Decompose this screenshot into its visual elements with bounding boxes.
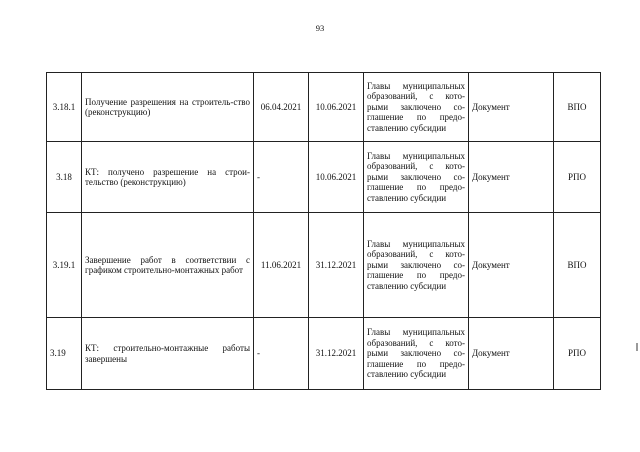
row-number: 3.19.1 [47, 213, 82, 318]
end-date: 10.06.2021 [309, 142, 364, 213]
responsible-line: глашение по предо- [367, 270, 465, 281]
responsible-line: глашение по предо- [367, 182, 465, 193]
start-date: - [254, 318, 309, 390]
responsible-line: рыми заключено со- [367, 171, 465, 182]
document-type: Документ [469, 213, 554, 318]
page-number: 93 [315, 23, 325, 33]
control-level: ВПО [554, 73, 601, 142]
row-title: КТ: строительно-монтажные работы завершены [82, 318, 254, 390]
start-date: - [254, 142, 309, 213]
control-level: РПО [554, 142, 601, 213]
row-number: 3.18 [47, 142, 82, 213]
table-row [47, 213, 601, 318]
row-title: Получение разрешения на строитель-ство (реконструкцию) [82, 73, 254, 142]
responsible-cell [364, 213, 469, 318]
responsible-line: глашение по предо- [367, 358, 465, 369]
responsible-line: образований, с кото- [367, 249, 465, 260]
end-date: 31.12.2021 [309, 318, 364, 390]
responsible-line: ставлению субсидии [367, 192, 447, 203]
end-date: 10.06.2021 [309, 73, 364, 142]
control-level: РПО [554, 318, 601, 390]
responsible-line: ставлению субсидии [367, 122, 447, 133]
responsible-line: глашение по предо- [367, 112, 465, 123]
responsible-line: Главы муниципальных [367, 238, 465, 249]
table-row [47, 142, 601, 213]
plan-table [46, 72, 601, 390]
row-title: КТ: получено разрешение на строи-тельство (реконструкцию) [82, 142, 254, 213]
responsible-line: образований, с кото- [367, 91, 465, 102]
row-number: 3.18.1 [47, 73, 82, 142]
responsible-line: Главы муниципальных [367, 327, 465, 338]
responsible-cell [364, 73, 469, 142]
scan-mark [636, 343, 638, 351]
responsible-line: Главы муниципальных [367, 80, 465, 91]
responsible-cell [364, 142, 469, 213]
responsible-line: ставлению субсидии [367, 369, 447, 380]
control-level: ВПО [554, 213, 601, 318]
document-type: Документ [469, 318, 554, 390]
responsible-cell [364, 318, 469, 390]
responsible-line: ставлению субсидии [367, 280, 447, 291]
responsible-line: рыми заключено со- [367, 259, 465, 270]
start-date: 06.04.2021 [254, 73, 309, 142]
row-number: 3.19 [47, 318, 82, 390]
responsible-line: образований, с кото- [367, 161, 465, 172]
end-date: 31.12.2021 [309, 213, 364, 318]
responsible-line: рыми заключено со- [367, 348, 465, 359]
table-row [47, 73, 601, 142]
table-row [47, 318, 601, 390]
start-date: 11.06.2021 [254, 213, 309, 318]
document-type: Документ [469, 73, 554, 142]
responsible-line: образований, с кото- [367, 337, 465, 348]
responsible-line: Главы муниципальных [367, 150, 465, 161]
document-type: Документ [469, 142, 554, 213]
responsible-line: рыми заключено со- [367, 101, 465, 112]
row-title: Завершение работ в соответствии с графиком строительно-монтажных работ [82, 213, 254, 318]
